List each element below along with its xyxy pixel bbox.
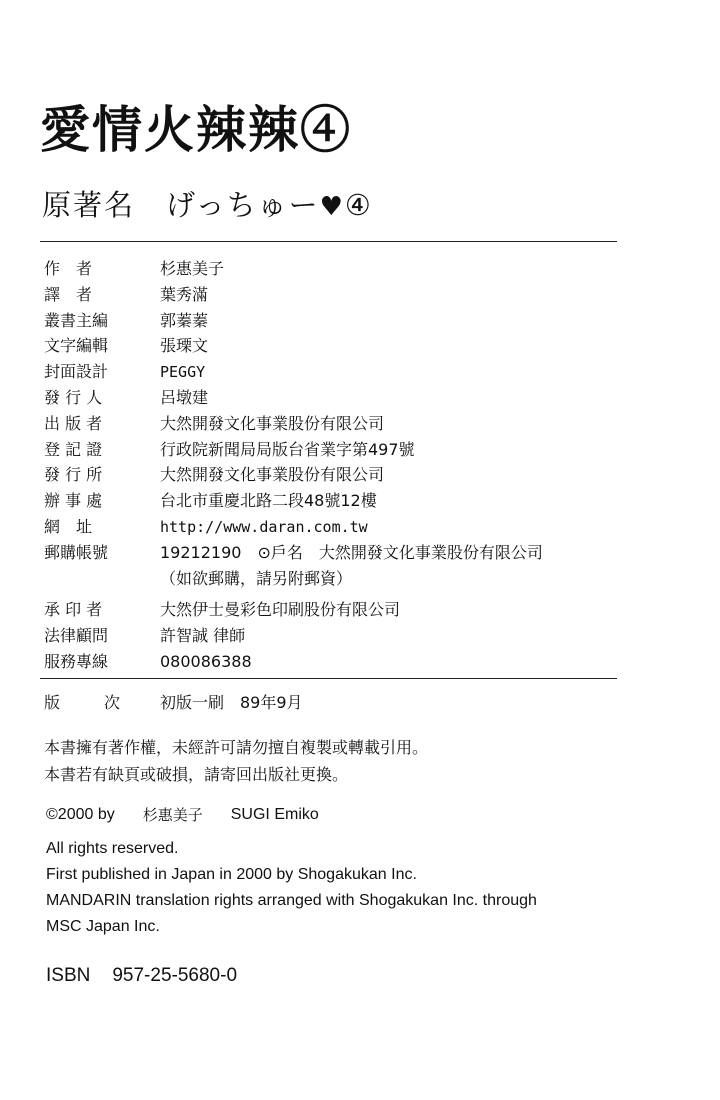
copyright-notice (44, 734, 428, 788)
credit-label: 郵購帳號 (44, 542, 109, 562)
original-title-value: げっちゅー (166, 188, 320, 222)
credit-label: 叢書主編 (44, 310, 109, 330)
book-title: 愛情火辣辣④ (40, 100, 352, 159)
credit-value: 行政院新聞局局版台省業字第497號 (160, 439, 415, 459)
credit-value: 郭蓁蓁 (160, 310, 209, 330)
credit-value: 台北市重慶北路二段48號12樓 (160, 491, 377, 511)
credit-value: 呂墩建 (160, 387, 209, 407)
divider-top (40, 241, 617, 242)
credit-label: 法律顧問 (44, 626, 109, 646)
credits-list (44, 256, 664, 675)
credit-label: 辦 事 處 (44, 491, 103, 511)
isbn (46, 965, 237, 987)
credit-label: 封面設計 (44, 362, 109, 382)
credit-value: 大然伊士曼彩色印刷股份有限公司 (160, 600, 401, 620)
copyright-year: ©2000 by (46, 806, 115, 823)
credit-label: 發 行 所 (44, 465, 103, 485)
credit-label: 網 址 (44, 516, 93, 536)
credit-row (44, 514, 664, 540)
original-title-number: ④ (344, 188, 373, 222)
credit-value: 許智誠 律師 (160, 626, 246, 646)
credit-row (44, 462, 664, 488)
credit-value: 080086388 (160, 651, 252, 671)
credit-label: 登 記 證 (44, 439, 103, 459)
credit-value: 葉秀滿 (160, 284, 209, 304)
credit-row (44, 411, 664, 437)
author-name-jp: 杉惠美子 (142, 806, 203, 824)
original-title (42, 185, 373, 227)
credit-row (44, 385, 664, 411)
edition-row (44, 690, 303, 713)
notice-line: 本書擁有著作權，未經許可請勿擅自複製或轉載引用。 (44, 738, 429, 757)
heart-icon: ♥ (319, 192, 345, 222)
divider-middle (40, 678, 617, 679)
credit-label: 譯 者 (44, 284, 93, 304)
credit-row (44, 488, 664, 514)
credit-row (44, 437, 664, 463)
credit-row (44, 566, 664, 592)
credit-label: 發 行 人 (44, 387, 103, 407)
rights-line: First published in Japan in 2000 by Shogakukan Inc. (46, 866, 417, 883)
credit-row (44, 256, 664, 282)
credit-value: 大然開發文化事業股份有限公司 (160, 413, 385, 433)
credit-label: 服務專線 (44, 651, 109, 671)
credit-label: 文字編輯 (44, 336, 109, 356)
credit-value: （如欲郵購，請另附郵資） (160, 568, 353, 588)
credit-row (44, 333, 664, 359)
original-title-label: 原著名 (42, 188, 136, 222)
credit-row (44, 597, 664, 623)
credit-value: 19212190 ⊙戶名 大然開發文化事業股份有限公司 (160, 542, 543, 562)
credit-value: 張瑮文 (160, 336, 209, 356)
notice-line: 本書若有缺頁或破損，請寄回出版社更換。 (44, 765, 349, 784)
edition-value: 初版一刷 89年9月 (160, 693, 303, 712)
credit-row (44, 649, 664, 675)
copyright-line (46, 802, 537, 828)
edition-label: 版次 (44, 693, 165, 712)
credit-label: 承 印 者 (44, 600, 103, 620)
credit-row (44, 359, 664, 385)
credit-label: 出 版 者 (44, 413, 103, 433)
credit-row (44, 540, 664, 566)
credit-row (44, 623, 664, 649)
isbn-number: 957-25-5680-0 (112, 965, 238, 986)
isbn-label: ISBN (46, 965, 91, 986)
rights-line: MSC Japan Inc. (46, 918, 160, 935)
author-name-en: SUGI Emiko (230, 806, 319, 823)
website-link: http://www.daran.com.tw (160, 517, 368, 536)
credit-value: 大然開發文化事業股份有限公司 (160, 465, 385, 485)
rights-line: MANDARIN translation rights arranged with Shogakukan Inc. through (46, 892, 537, 909)
credit-row (44, 308, 664, 334)
credit-label: 作 者 (44, 259, 93, 278)
copyright-block (46, 802, 537, 940)
credit-value: 杉惠美子 (160, 259, 225, 278)
rights-line: All rights reserved. (46, 840, 179, 857)
credit-row (44, 282, 664, 308)
credit-value: PEGGY (160, 363, 206, 382)
